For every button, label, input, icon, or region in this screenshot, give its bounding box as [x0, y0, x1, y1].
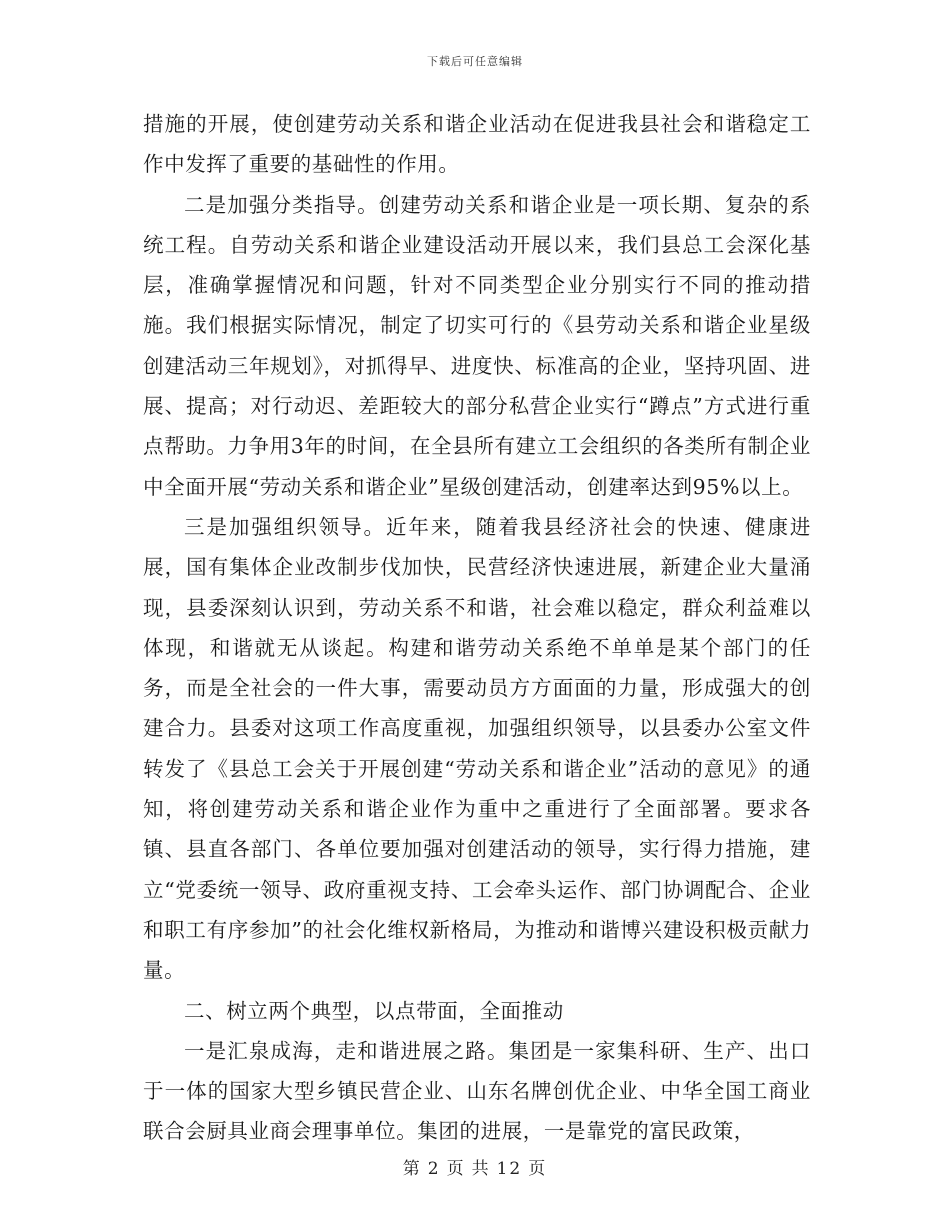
paragraph: 二是加强分类指导。创建劳动关系和谐企业是一项长期、复杂的系统工程。自劳动关系和谐企业建设活动开展以来，我们县总工会深化基层，准确掌握情况和问题，针对不同类型企业分别实行不同的推动措施。我们根据实际情况，制定了切实可行的《县劳动关系和谐企业星级创建活动三年规划》，对抓得早、进度快、标准高的企业，坚持巩固、进展、提高；对行动迟、差距较大的部分私营企业实行“蹲点”方式进行重点帮助。力争用3年的时间，在全县所有建立工会组织的各类所有制企业中全面开展“劳动关系和谐企业”星级创建活动，创建率达到95%以上。: [143, 192, 811, 499]
paragraph: 三是加强组织领导。近年来，随着我县经济社会的快速、健康进展，国有集体企业改制步伐加快，民营经济快速进展，新建企业大量涌现，县委深刻认识到，劳动关系不和谐，社会难以稳定，群众利益难以体现，和谐就无从谈起。构建和谐劳动关系绝不单单是某个部门的任务，而是全社会的一件大事，需要动员方方面面的力量，形成强大的创建合力。县委对这项工作高度重视，加强组织领导，以县委办公室文件转发了《县总工会关于开展创建“劳动关系和谐企业”活动的意见》的通知，将创建劳动关系和谐企业作为重中之重进行了全面部署。要求各镇、县直各部门、各单位要加强对创建活动的领导，实行得力措施，建立“党委统一领导、政府重视支持、工会牵头运作、部门协调配合、企业和职工有序参加”的社会化维权新格局，为推动和谐博兴建设积极贡献力量。: [143, 514, 811, 983]
total-pages-number: 12: [496, 1159, 523, 1179]
page-footer: [0, 1154, 950, 1179]
paragraph: 一是汇泉成海，走和谐进展之路。集团是一家集科研、生产、出口于一体的国家大型乡镇民营企业、山东名牌创优企业、中华全国工商业联合会厨具业商会理事单位。集团的进展，一是靠党的富民政策，: [143, 1038, 811, 1144]
current-page-number: 2: [427, 1159, 441, 1179]
section-heading: 二、树立两个典型，以点带面，全面推动: [184, 998, 564, 1023]
paragraph: 措施的开展，使创建劳动关系和谐企业活动在促进我县社会和谐稳定工作中发挥了重要的基础性的作用。: [143, 112, 811, 177]
footer-total-word: 共: [471, 1159, 491, 1179]
page-header: 下载后可任意编辑: [427, 55, 523, 68]
footer-page-word: 页: [446, 1159, 466, 1179]
document-body: [143, 104, 811, 1152]
footer-suffix: 页: [528, 1159, 548, 1179]
footer-prefix: 第: [402, 1159, 422, 1179]
